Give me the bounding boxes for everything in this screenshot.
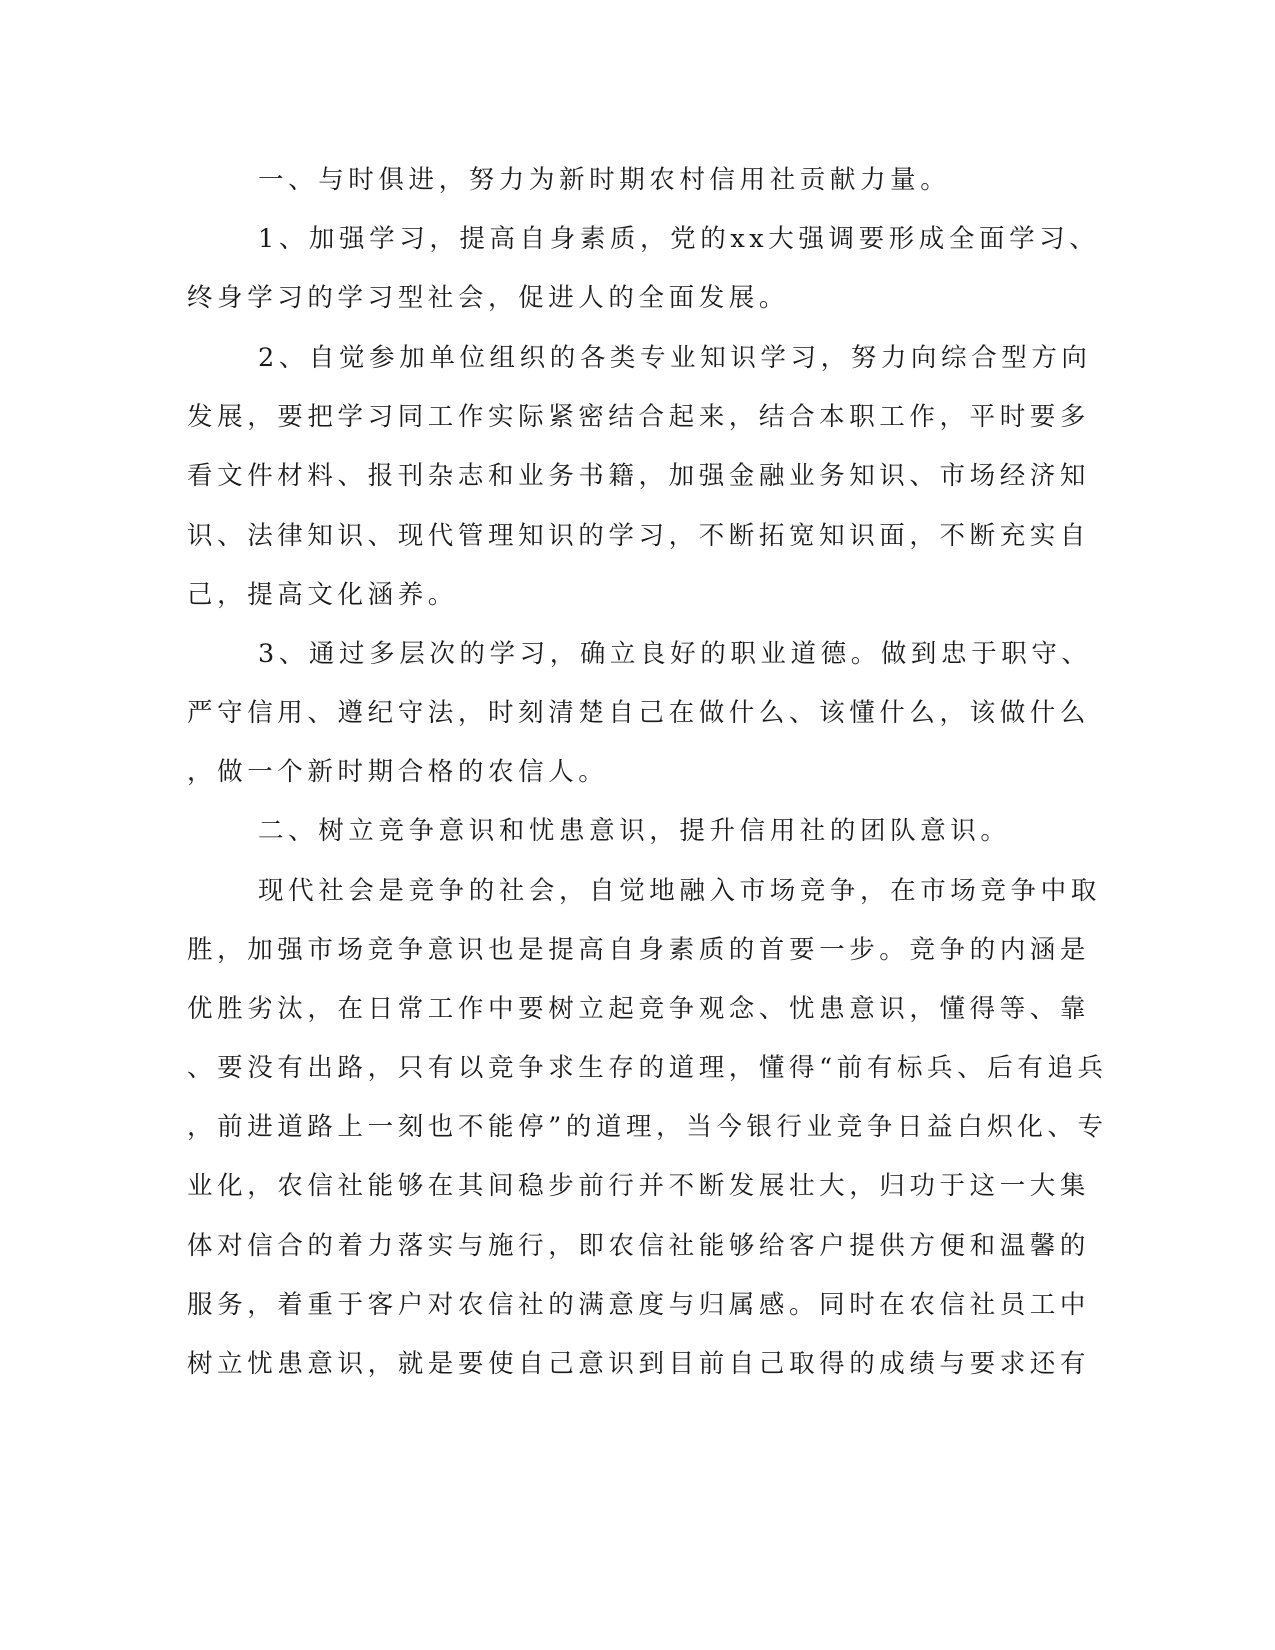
text-line: 、要没有出路，只有以竞争求生存的道理，懂得“前有标兵、后有追兵 [187,1053,1108,1083]
text-line: 3、通过多层次的学习，确立良好的职业道德。做到忠于职守、 [258,639,1092,669]
text-line: 终身学习的学习型社会，促进人的全面发展。 [187,283,790,313]
text-line: 胜，加强市场竞争意识也是提高自身素质的首要一步。竞争的内涵是 [187,935,1091,965]
text-line: 严守信用、遵纪守法，时刻清楚自己在做什么、该懂什么，该做什么 [187,698,1091,728]
text-line: 树立忧患意识，就是要使自己意识到目前自己取得的成绩与要求还有 [187,1349,1091,1379]
text-line: ，前进道路上一刻也不能停”的道理，当今银行业竞争日益白炽化、专 [187,1112,1108,1142]
text-line: ，做一个新时期合格的农信人。 [187,757,609,787]
text-line: 发展，要把学习同工作实际紧密结合起来，结合本职工作，平时要多 [187,402,1091,432]
text-line: 看文件材料、报刊杂志和业务书籍，加强金融业务知识、市场经济知 [187,461,1091,491]
text-line: 体对信合的着力落实与施行，即农信社能够给客户提供方便和温馨的 [187,1231,1091,1261]
text-line: 优胜劣汰，在日常工作中要树立起竞争观念、忧患意识，懂得等、靠 [187,994,1091,1024]
text-line: 现代社会是竞争的社会，自觉地融入市场竞争，在市场竞争中取 [258,876,1101,906]
text-line: 识、法律知识、现代管理知识的学习，不断拓宽知识面，不断充实自 [187,521,1091,551]
text-line: 业化，农信社能够在其间稳步前行并不断发展壮大，归功于这一大集 [187,1171,1091,1201]
text-line: 2、自觉参加单位组织的各类专业知识学习，努力向综合型方向 [258,343,1092,373]
section-heading-2: 二、树立竞争意识和忧患意识，提升信用社的团队意识。 [258,816,1011,846]
text-line: 服务，着重于客户对农信社的满意度与归属感。同时在农信社员工中 [187,1290,1091,1320]
section-heading-1: 一、与时俱进，努力为新时期农村信用社贡献力量。 [258,165,951,195]
text-line: 1、加强学习，提高自身素质，党的xx大强调要形成全面学习、 [258,224,1100,254]
text-line: 己，提高文化涵养。 [187,580,458,610]
